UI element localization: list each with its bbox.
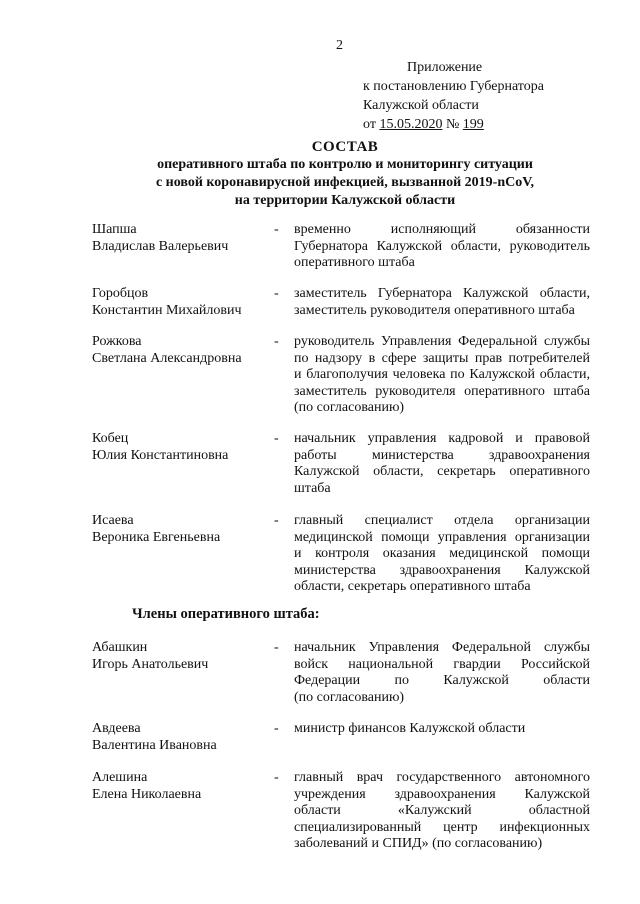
role-line: войск национальной гвардии Российской [294,656,590,672]
separator-dash: - [274,431,279,446]
role-line: Калужской области, секретарь оперативного [294,464,590,479]
role-line: специализированный центр инфекционных [294,819,590,835]
title-line-4: на территории Калужской области [234,193,456,208]
annex-number-sign: № [445,117,460,132]
person-role [294,640,590,706]
person-given-names: Владислав Валерьевич [92,238,229,254]
annex-block [363,58,544,134]
person-name [92,286,272,319]
role-line: министерства здравоохранения Калужской [294,562,590,578]
role-line: оперативного штаба [294,255,415,270]
annex-date-prefix: от [363,117,376,132]
person-name [92,770,272,803]
separator-dash: - [274,222,279,237]
separator-dash: - [274,770,279,785]
separator-dash: - [274,334,279,349]
role-line: заболеваний и СПИД» (по согласованию) [294,836,543,851]
annex-number: 199 [462,117,484,132]
person-surname: Абашкин [92,640,148,655]
role-line: заместитель руководителя оперативного штаба [294,383,590,399]
annex-region-line: Калужской области [363,98,479,113]
person-surname: Рожкова [92,334,142,349]
person-surname: Горобцов [92,286,149,301]
role-line: области «Калужский областной [294,803,590,818]
title-line-3: с новой коронавирусной инфекцией, вызванной 2019-nCoV, [155,175,535,190]
separator-dash: - [274,640,279,655]
person-given-names: Вероника Евгеньевна [92,529,221,545]
annex-label: Приложение [407,60,483,75]
person-role [294,286,590,319]
person-name [92,513,272,546]
person-role [294,431,590,497]
role-line: министр финансов Калужской области [294,721,526,736]
annex-date: 15.05.2020 [379,117,443,132]
role-line: Федерации по Калужской области [294,673,590,688]
person-given-names: Игорь Анатольевич [92,656,209,672]
role-line: (по согласованию) [294,689,405,705]
person-name [92,640,272,673]
role-line: учреждения здравоохранения Калужской [294,786,590,802]
role-line: области, секретарь оперативного штаба [294,579,531,594]
role-line: штаба [294,480,331,496]
role-line: работы министерства здравоохранения [294,447,590,463]
person-name [92,721,272,754]
role-line: и благополучия человека по Калужской области, [294,367,590,382]
members-heading: Члены оперативного штаба: [132,606,320,622]
title-line-2: оперативного штаба по контролю и мониторингу ситуации [157,157,533,172]
role-line: медицинской помощи управления организации [294,529,590,545]
title-line-1: СОСТАВ [311,139,379,155]
person-surname: Кобец [92,431,129,446]
annex-decree-line: к постановлению Губернатора [363,79,544,94]
role-line: руководитель Управления Федеральной службы [294,334,590,349]
role-line: главный специалист отдела организации [294,513,590,528]
person-given-names: Константин Михайлович [92,302,242,318]
role-line: по надзору в сфере защиты прав потребителей [294,350,590,366]
person-name [92,222,272,255]
person-surname: Авдеева [92,721,141,736]
person-surname: Исаева [92,513,134,528]
person-surname: Алешина [92,770,148,785]
role-line: главный врач государственного автономного [294,770,590,785]
separator-dash: - [274,721,279,736]
person-role [294,770,590,853]
person-given-names: Светлана Александровна [92,350,242,366]
person-name [92,431,272,464]
person-surname: Шапша [92,222,137,237]
person-given-names: Юлия Константиновна [92,447,229,463]
role-line: начальник Управления Федеральной службы [294,640,590,655]
page-number: 2 [336,38,343,53]
role-line: заместитель Губернатора Калужской области, [294,286,590,301]
separator-dash: - [274,286,279,301]
annex-date-line [363,115,544,134]
document-title [80,138,610,210]
person-role [294,721,590,738]
role-line: заместитель руководителя оперативного штаба [294,302,575,318]
role-line: (по согласованию) [294,400,405,415]
person-role [294,222,590,272]
person-role [294,513,590,596]
person-given-names: Валентина Ивановна [92,737,217,753]
person-name [92,334,272,367]
role-line: начальник управления кадровой и правовой [294,431,590,446]
person-given-names: Елена Николаевна [92,786,202,802]
person-role [294,334,590,417]
role-line: и контроля оказания медицинской помощи [294,546,590,561]
separator-dash: - [274,513,279,528]
role-line: временно исполняющий обязанности [294,222,590,237]
role-line: Губернатора Калужской области, руководитель [294,238,590,254]
